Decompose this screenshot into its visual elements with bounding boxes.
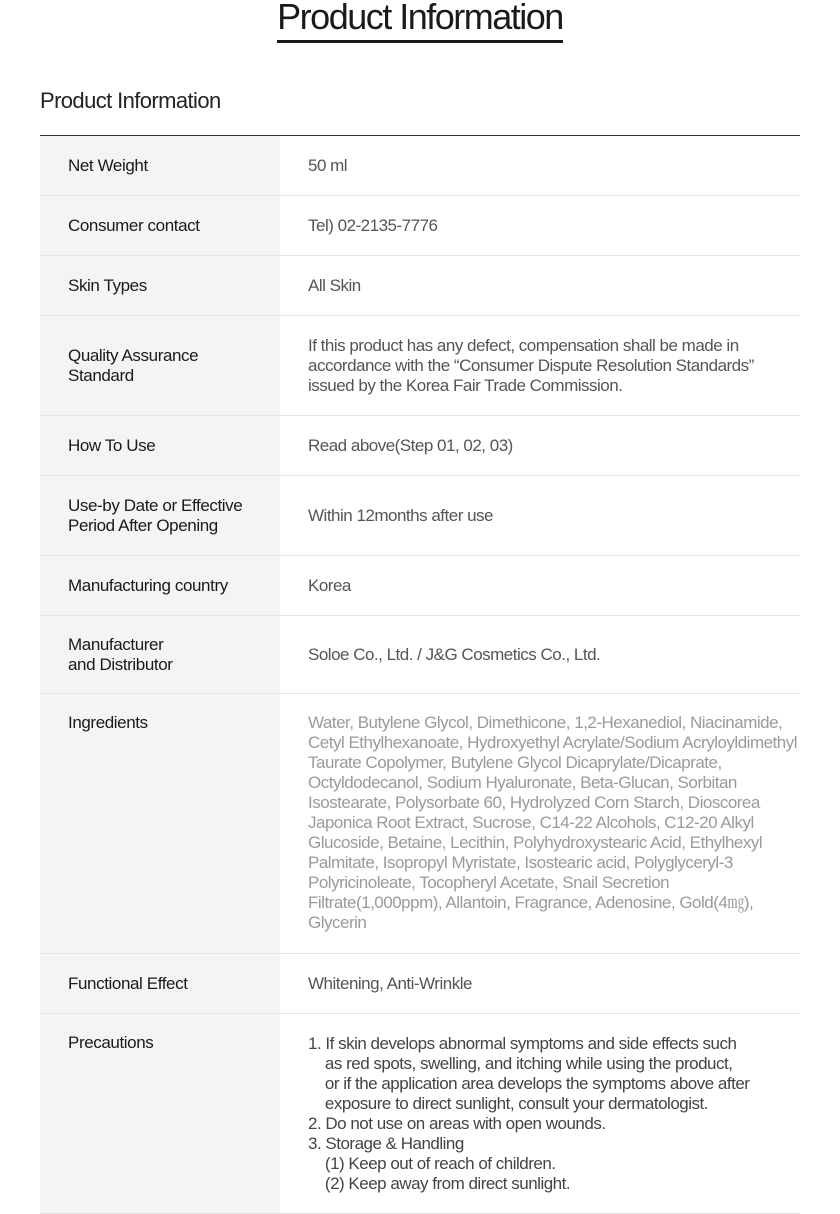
table-row-functional-effect: [40, 954, 800, 1014]
table-row-use-by-date: [40, 476, 800, 556]
row-label: How To Use: [40, 416, 280, 475]
row-value: Korea: [308, 575, 351, 595]
row-value: Soloe Co., Ltd. / J&G Cosmetics Co., Ltd.: [308, 644, 601, 664]
row-label: Quality Assurance Standard: [40, 316, 280, 415]
row-value: Within 12months after use: [308, 505, 493, 525]
row-label: Manufacturing country: [40, 556, 280, 615]
section-title: Product Information: [40, 88, 221, 113]
row-label: Ingredients: [40, 694, 280, 953]
row-value: Whitening, Anti-Wrinkle: [308, 973, 472, 993]
table-row-net-weight: [40, 136, 800, 196]
table-row-how-to-use: [40, 416, 800, 476]
row-label: Consumer contact: [40, 196, 280, 255]
row-label: Use-by Date or Effective Period After Opening: [40, 476, 280, 555]
row-value: 50 ml: [308, 155, 348, 175]
table-row-skin-types: [40, 256, 800, 316]
row-value: 1. If skin develops abnormal symptoms and side effects such as red spots, swelling, and itching while using the product, or if the application area develops the symptoms above after exposure to direct sunlight, consult your dermatologist. 2. Do not use on areas with open wounds. 3. Storage & Handling (1) Keep out of reach of children. (2) Keep away from direct sunlight.: [308, 1034, 750, 1193]
table-row-quality-assurance: [40, 316, 800, 416]
row-label: Skin Types: [40, 256, 280, 315]
page-header: [0, 0, 840, 43]
product-info-table: [40, 135, 800, 1214]
row-value: Water, Butylene Glycol, Dimethicone, 1,2-Hexanediol, Niacinamide, Cetyl Ethylhexanoate, Hydroxyethyl Acrylate/Sodium Acryloyldimethyl Taurate Copolymer, Butylene Glycol Dicaprylate/Dicaprate, Octyldodecanol, Sodium Hyaluronate, Beta-Glucan, Sorbitan Isostearate, Polysorbate 60, Hydrolyzed Corn Starch, Dioscorea Japonica Root Extract, Sucrose, C14-22 Alcohols, C12-20 Alkyl Glucoside, Betaine, Lecithin, Polyhydroxystearic Acid, Ethylhexyl Palmitate, Isopropyl Myristate, Isostearic acid, Polyglyceryl-3 Polyricinoleate, Tocopheryl Acetate, Snail Secretion Filtrate(1,000ppm), Allantoin, Fragrance, Adenosine, Gold(4㎎), Glycerin: [308, 713, 798, 932]
table-row-consumer-contact: [40, 196, 800, 256]
row-label: Manufacturer and Distributor: [40, 616, 280, 693]
row-value: All Skin: [308, 275, 361, 295]
table-row-ingredients: [40, 694, 800, 954]
row-value: Read above(Step 01, 02, 03): [308, 435, 513, 455]
table-row-manufacturing-country: [40, 556, 800, 616]
row-value: Tel) 02-2135-7776: [308, 215, 438, 235]
row-value: If this product has any defect, compensation shall be made in accordance with the “Consumer Dispute Resolution Standards” issued by the Korea Fair Trade Commission.: [308, 335, 754, 395]
page-title: Product Information: [277, 0, 563, 43]
row-label: Net Weight: [40, 136, 280, 195]
table-row-manufacturer: [40, 616, 800, 694]
row-label: Functional Effect: [40, 954, 280, 1013]
table-row-precautions: [40, 1014, 800, 1214]
row-label: Precautions: [40, 1014, 280, 1213]
